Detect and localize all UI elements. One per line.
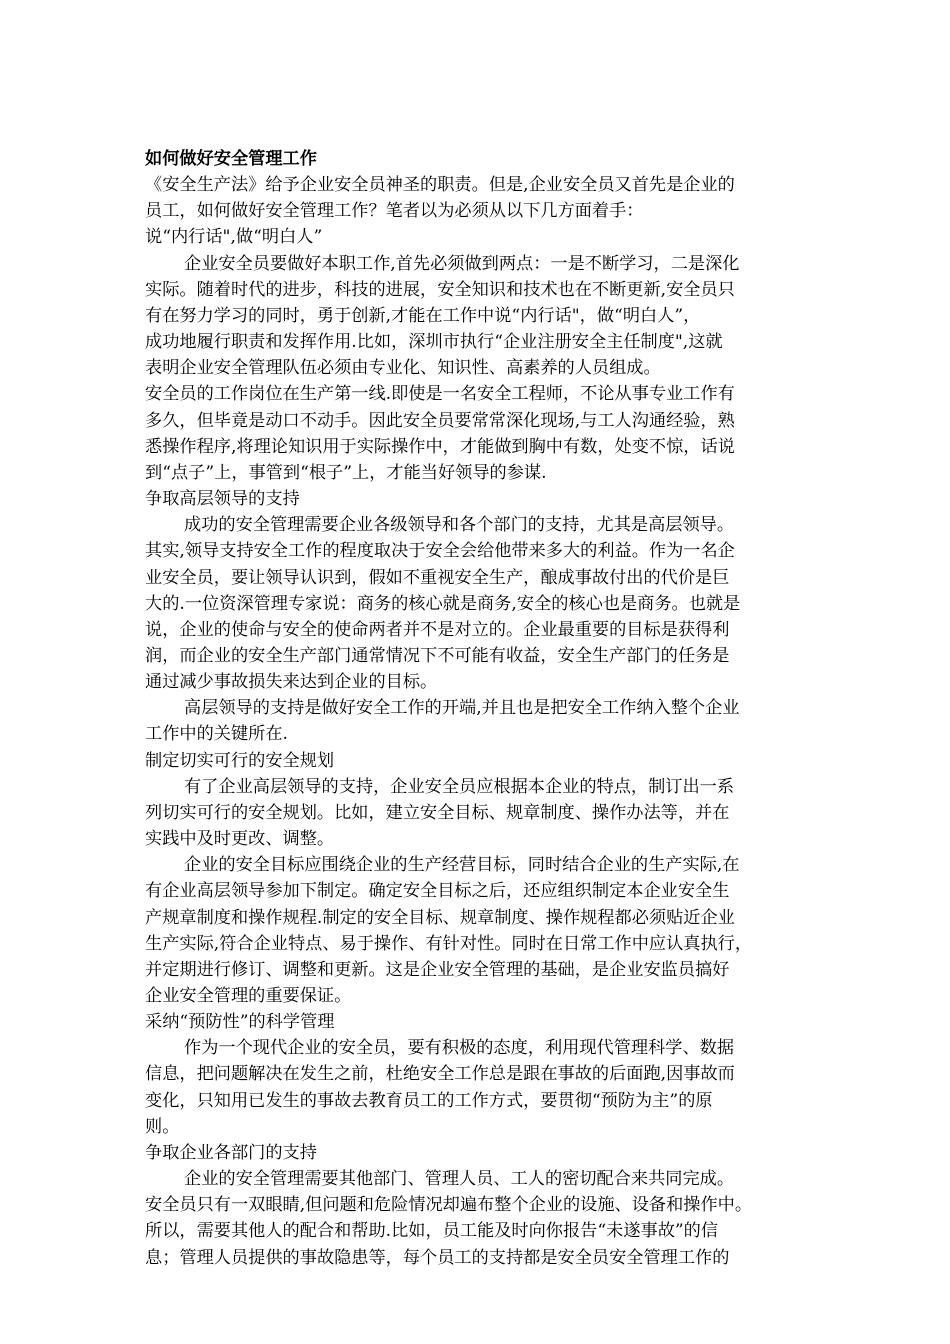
section-heading: 说“内行话",做“明白人” <box>145 227 323 248</box>
section-heading: 采纳“预防性”的科学管理 <box>145 1012 335 1033</box>
paragraph-line: 企业安全管理的重要保证。 <box>145 986 352 1006</box>
document-body <box>145 146 810 1271</box>
paragraph-line: 变化，只知用已发生的事故去教育员工的工作方式，要贯彻“预防为主”的原 <box>145 1090 713 1111</box>
paragraph-line: 有在努力学习的同时，勇于创新,才能在工作中说“内行话"，做“明白人”， <box>145 305 701 326</box>
paragraph-line: 所以，需要其他人的配合和帮助.比如，员工能及时向你报告“未遂事故”的信 <box>145 1221 719 1242</box>
paragraph-line: 企业的安全管理需要其他部门、管理人员、工人的密切配合来共同完成。 <box>184 1169 735 1190</box>
paragraph-line: 并定期进行修订、调整和更新。这是企业安全管理的基础，是企业安监员搞好 <box>145 959 730 980</box>
paragraph-line: 安全员的工作岗位在生产第一线.即使是一名安全工程师，不论从事专业工作有 <box>145 384 735 405</box>
paragraph-line: 列切实可行的安全规划。比如，建立安全目标、规章制度、操作办法等，并在 <box>145 802 730 823</box>
paragraph-line: 企业安全员要做好本职工作,首先必须做到两点：一是不断学习，二是深化 <box>184 253 740 274</box>
section-heading: 争取企业各部门的支持 <box>145 1142 317 1163</box>
paragraph-line: 生产实际,符合企业特点、易于操作、有针对性。同时在日常工作中应认真执行， <box>145 933 753 954</box>
paragraph-line: 说，企业的使命与安全的使命两者并不是对立的。企业最重要的目标是获得利 <box>145 619 730 640</box>
paragraph-line: 作为一个现代企业的安全员，要有积极的态度，利用现代管理科学、数据 <box>184 1038 735 1059</box>
paragraph-line: 大的.一位资深管理专家说：商务的核心就是商务,安全的核心也是商务。也就是 <box>145 593 741 614</box>
paragraph-line: 《安全生产法》给予企业安全员神圣的职责。但是,企业安全员又首先是企业的 <box>145 175 735 196</box>
section-heading: 争取高层领导的支持 <box>145 489 300 510</box>
paragraph-line: 有了企业高层领导的支持，企业安全员应根据本企业的特点，制订出一系 <box>184 776 735 797</box>
paragraph-line: 有企业高层领导参加下制定。确定安全目标之后，还应组织制定本企业安全生 <box>145 881 730 902</box>
paragraph-line: 员工，如何做好安全管理工作？笔者以为必须从以下几方面着手： <box>145 201 644 222</box>
paragraph-line: 成功的安全管理需要企业各级领导和各个部门的支持，尤其是高层领导。 <box>184 515 735 536</box>
paragraph-line: 产规章制度和操作规程.制定的安全目标、规章制度、操作规程都必须贴近企业 <box>145 907 735 928</box>
paragraph-line: 工作中的关键所在. <box>145 724 288 745</box>
paragraph-line: 润，而企业的安全生产部门通常情况下不可能有收益，安全生产部门的任务是 <box>145 645 730 666</box>
paragraph-line: 实际。随着时代的进步，科技的进展，安全知识和技术也在不断更新,安全员只 <box>145 279 735 300</box>
paragraph-line: 通过减少事故损失来达到企业的目标。 <box>145 672 438 693</box>
paragraph-line: 成功地履行职责和发挥作用.比如，深圳市执行“企业注册安全主任制度",这就 <box>145 332 723 353</box>
paragraph-line: 则。 <box>145 1116 180 1137</box>
paragraph-line: 其实,领导支持安全工作的程度取决于安全会给他带来多大的利益。作为一名企 <box>145 541 735 562</box>
paragraph-line: 表明企业安全管理队伍必须由专业化、知识性、高素养的人员组成。 <box>145 358 661 379</box>
paragraph-line: 实践中及时更改、调整。 <box>145 829 335 850</box>
document-title: 如何做好安全管理工作 <box>145 149 317 169</box>
paragraph-line: 安全员只有一双眼睛,但问题和危险情况却遍布整个企业的设施、设备和操作中。 <box>145 1195 753 1216</box>
paragraph-line: 业安全员，要让领导认识到，假如不重视安全生产，酿成事故付出的代价是巨 <box>145 567 730 588</box>
paragraph-line: 悉操作程序,将理论知识用于实际操作中，才能做到胸中有数，处变不惊，话说 <box>145 436 735 457</box>
paragraph-line: 息；管理人员提供的事故隐患等，每个员工的支持都是安全员安全管理工作的 <box>145 1247 730 1268</box>
paragraph-line: 高层领导的支持是做好安全工作的开端,并且也是把安全工作纳入整个企业 <box>184 698 740 719</box>
paragraph-line: 到“点子”上，事管到“根子”上，才能当好领导的参谋. <box>145 462 547 483</box>
paragraph-line: 多久，但毕竟是动口不动手。因此安全员要常常深化现场,与工人沟通经验，熟 <box>145 410 735 431</box>
section-heading: 制定切实可行的安全规划 <box>145 750 335 771</box>
paragraph-line: 企业的安全目标应围绕企业的生产经营目标，同时结合企业的生产实际,在 <box>184 855 740 876</box>
document-lines <box>145 172 810 1271</box>
paragraph-line: 信息，把问题解决在发生之前，杜绝安全工作总是跟在事故的后面跑,因事故而 <box>145 1064 735 1085</box>
